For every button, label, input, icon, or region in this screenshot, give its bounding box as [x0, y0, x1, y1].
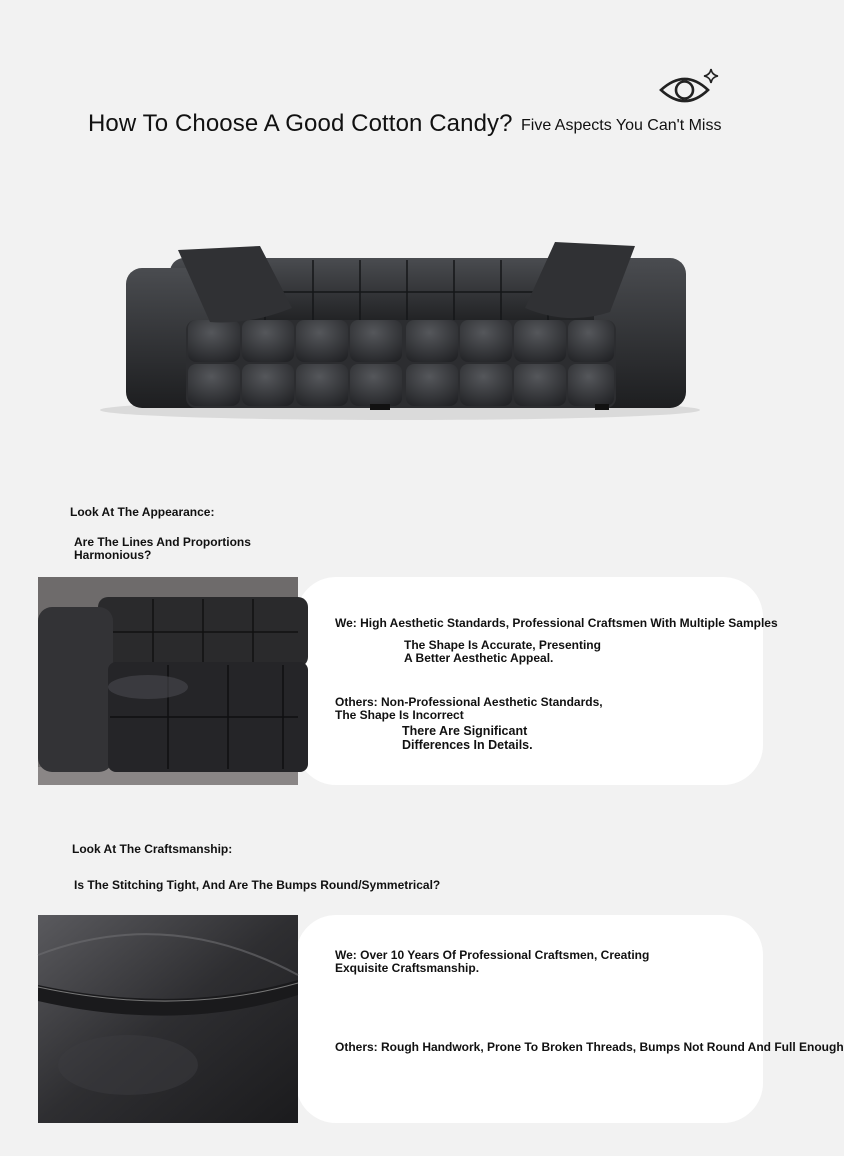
others-statement: Others: Non-Professional Aesthetic Standards, The Shape Is Incorrect: [335, 695, 603, 722]
page-subtitle: Five Aspects You Can't Miss: [521, 117, 722, 134]
we-statement-craftsmanship: We: Over 10 Years Of Professional Craftsmen, Creating Exquisite Craftsmanship.: [335, 948, 650, 975]
section-question-craftsmanship: Is The Stitching Tight, And Are The Bumps Round/Symmetrical?: [74, 878, 441, 892]
eye-sparkle-icon: [658, 66, 722, 110]
comparison-card-appearance: [296, 577, 778, 785]
stitching-closeup-photo: [38, 915, 298, 1123]
we-detail: The Shape Is Accurate, Presenting A Better Aesthetic Appeal.: [404, 638, 601, 665]
others-detail: There Are Significant Differences In Details.: [402, 724, 533, 752]
page-title: How To Choose A Good Cotton Candy?: [88, 110, 513, 137]
we-statement: We: High Aesthetic Standards, Professional Craftsmen With Multiple Samples: [335, 616, 778, 630]
comparison-card-craftsmanship: [296, 915, 763, 1123]
sofa-closeup-photo: [38, 577, 298, 785]
section-question-appearance: Are The Lines And Proportions Harmonious?: [74, 535, 251, 562]
others-statement-craftsmanship: Others: Rough Handwork, Prone To Broken Threads, Bumps Not Round And Full Enough: [335, 1040, 844, 1054]
section-label-craftsmanship: Look At The Craftsmanship:: [72, 842, 233, 856]
section-label-appearance: Look At The Appearance:: [70, 505, 215, 519]
sofa-hero-image: [100, 230, 700, 430]
